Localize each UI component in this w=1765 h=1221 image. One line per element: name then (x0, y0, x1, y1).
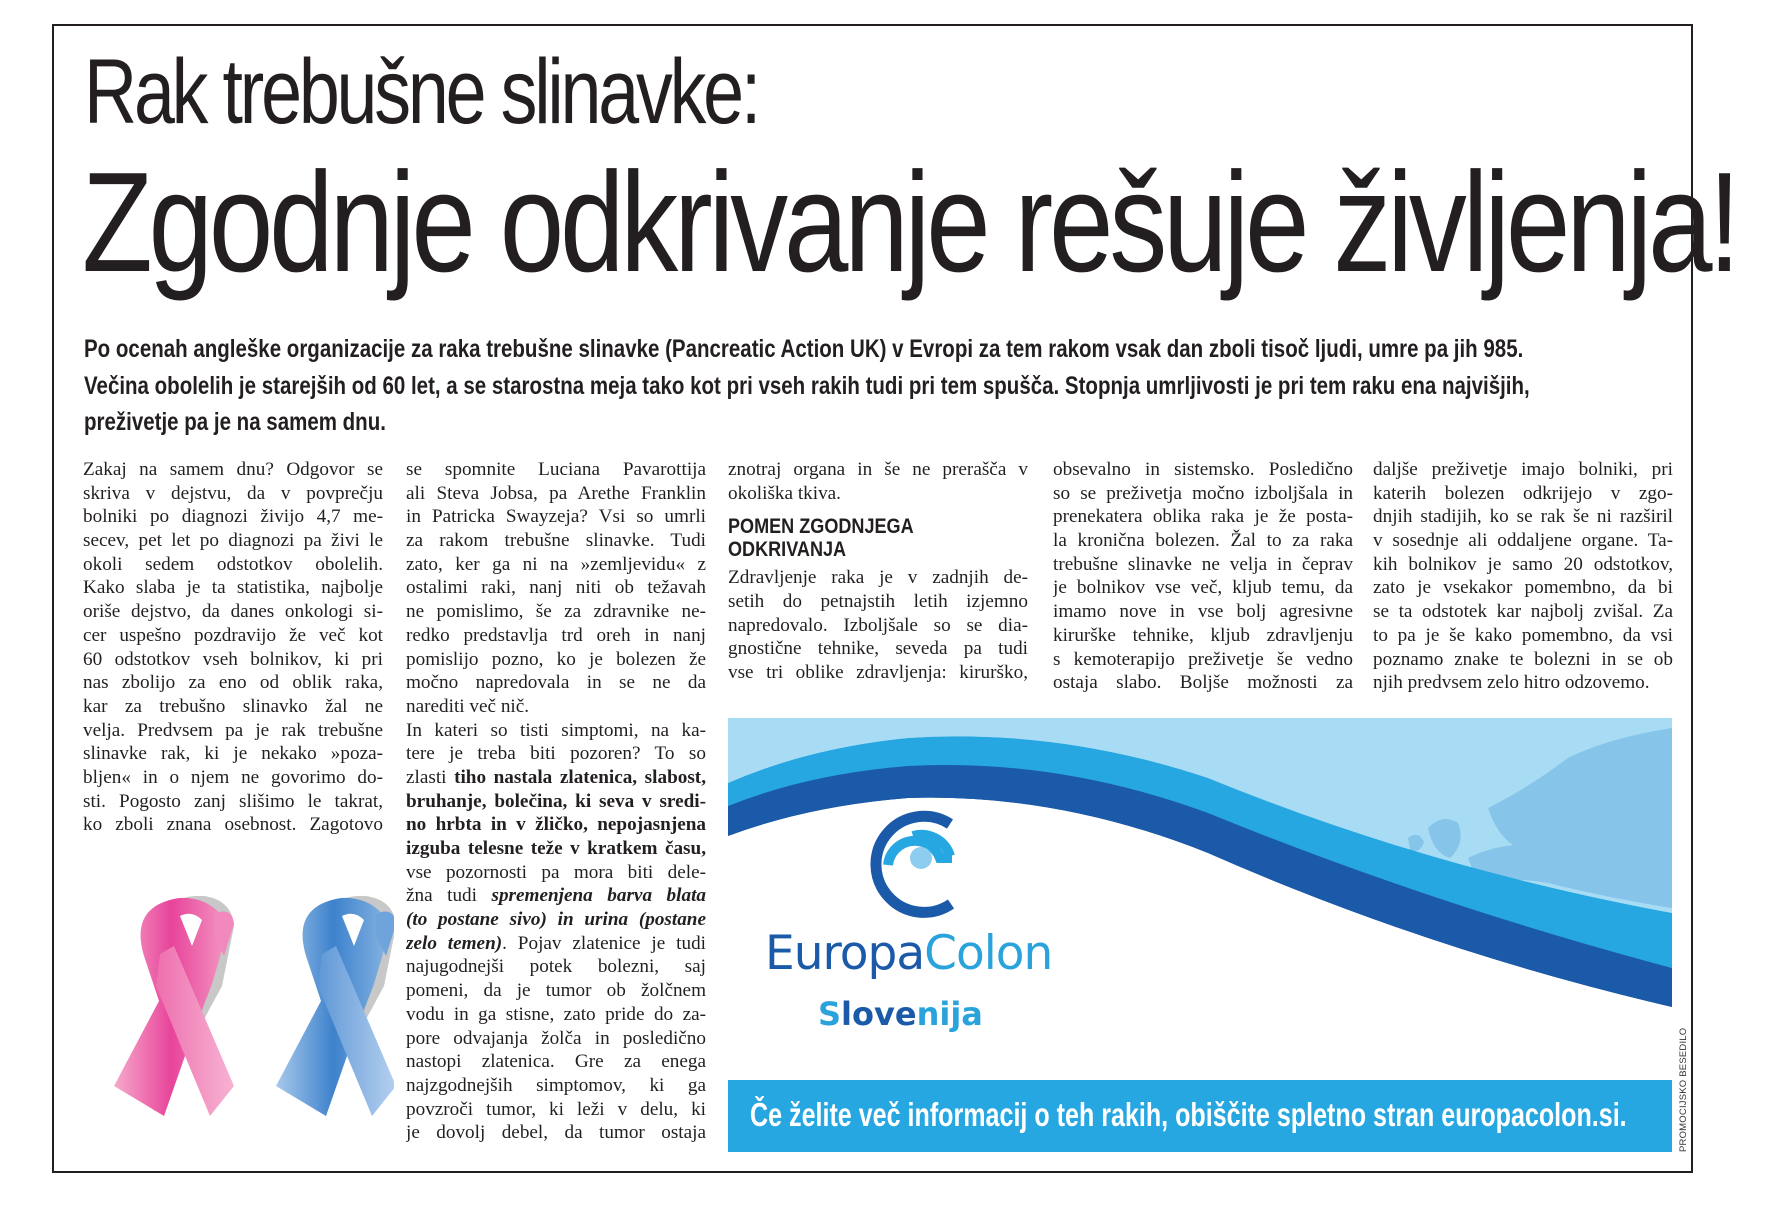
text-line: v sosednje ali oddaljene organe. Ta- (1373, 530, 1673, 552)
lead-line: Večina obolelih je starejših od 60 let, a se starostna meja tako kot pri vseh rakih tudi pri tem spušča. Stopnja umrljivosti je pri tem raku ena najvišjih, (84, 371, 1530, 400)
text-line: okoliška tkiva. (728, 482, 841, 504)
text-line: katerih bolezen odkrijejo v zgo- (1373, 482, 1673, 504)
text-line: bljen« in o njem ne govorimo do- (83, 766, 383, 788)
text-line: trebušne slinavke ne velja in čeprav (1053, 553, 1353, 575)
text-line: zelo temen). Pojav zlatenice je tudi (406, 932, 706, 954)
text-line: setih do petnajstih letih izjemno (728, 591, 1028, 613)
text-line: nastopi zlatenica. Gre za enega (406, 1051, 706, 1073)
article-kicker: Rak trebušne slinavke: (84, 41, 759, 143)
column-5 (1373, 458, 1673, 695)
text-line: pomeni, da je tumor ob žolčnem (406, 980, 706, 1002)
text-line: imamo nove in vse bolj agresivne (1053, 601, 1353, 623)
text-line: gnostične tehnike, seveda pa tudi (728, 638, 1028, 660)
text-line: ostaja slabo. Boljše možnosti za (1053, 672, 1353, 694)
text-line: sti. Pogosto zanj slišimo le takrat, (83, 790, 383, 812)
text-line: se spomnite Luciana Pavarottija (406, 459, 706, 480)
text-line: kirurške tehnike, kljub zdravljenju (1053, 624, 1353, 646)
text-line: la kronična bolezen. Žal to za raka (1053, 530, 1353, 552)
text-line: to pa je še kako pomembno, da vsi (1373, 624, 1673, 646)
text-line: žna tudi spremenjena barva blata (406, 885, 706, 907)
article-headline: Zgodnje odkrivanje rešuje življenja! (82, 143, 1737, 302)
text-line: napredovalo. Izboljšale so se dia- (728, 614, 1028, 636)
text-line: je bolnikov vse več, kljub temu, da (1053, 577, 1353, 599)
text-line: oriše dejstvo, da danes onkologi si- (83, 601, 383, 623)
text-line: vodu in ga stisne, zato pride do za- (406, 1003, 706, 1025)
text-line: s kemoterapijo preživetje še vedno (1053, 648, 1353, 670)
logo-country: Slovenija (818, 995, 983, 1033)
text-line: Kako slaba je ta statistika, najbolje (83, 577, 383, 599)
text-line: dnjih stadijih, ko se rak še ni razširil (1373, 506, 1673, 528)
column-4 (1053, 458, 1353, 695)
text-line: znotraj organa in še ne prerašča v (728, 459, 1028, 480)
text-line: (to postane sivo) in urina (postane (406, 909, 706, 931)
text-line: in Patricka Swayzeja? Vsi so umrli (406, 506, 706, 528)
cta-text[interactable]: Če želite več informacij o teh rakih, obiščite spletno stran europacolon.si. (750, 1096, 1627, 1133)
text-line: kar za trebušno slinavko žal ne (83, 695, 383, 717)
text-line: njih predvsem zelo hitro odzovemo. (1373, 672, 1650, 694)
text-line: bruhanje, bolečina, ki seva v sredi- (406, 790, 706, 812)
europacolon-logo-icon (876, 816, 952, 912)
lead-line: preživetje pa je na samem dnu. (84, 408, 386, 436)
europacolon-advert (728, 718, 1672, 1152)
text-line: vse pozornosti pa mora biti dele- (406, 861, 706, 883)
text-line: so se preživetja močno izboljšala in (1053, 482, 1353, 504)
text-line: ne pomislimo, še za zdravnike ne- (406, 601, 706, 623)
text-line: kih bolnikov je samo 20 odstotkov, (1373, 553, 1673, 575)
text-line: obsevalno in sistemsko. Posledično (1053, 459, 1353, 480)
text-line: najzgodnejših simptomov, ki ga (406, 1074, 706, 1096)
text-line: Zdravljenje raka je v zadnjih de- (728, 567, 1028, 589)
text-line: izguba telesne teže v kratkem času, (406, 838, 706, 859)
text-line: ostalimi raki, nanj niti ob težavah (406, 577, 706, 599)
text-line: skriva v dejstvu, da v povprečju (83, 482, 383, 504)
text-line: no hrbta in v žličko, nepojasnjena (406, 814, 706, 836)
text-line: nas zbolijo za eno od oblik raka, (83, 672, 383, 694)
text-line: cer uspešno pozdravijo že več kot (83, 624, 383, 646)
promo-label: PROMOCIJSKO BESEDILO (1678, 1027, 1689, 1152)
text-line: redko predstavlja trd oreh in nanj (406, 624, 706, 646)
text-line: tere je treba biti pozoren? To so (406, 743, 706, 765)
text-line: zato, ker ga ni na »zemljevidu« z (406, 553, 706, 575)
lead-line: Po ocenah angleške organizacije za raka trebušne slinavke (Pancreatic Action UK) v Evropi za tem rakom vsak dan zboli tisoč ljudi, umre pa jih 985. (84, 335, 1524, 363)
text-line: povzroči tumor, ki leži v delu, ki (406, 1098, 706, 1120)
text-line: ko zboli znana osebnost. Zagotovo (83, 814, 383, 836)
blue-awareness-ribbon-icon (276, 896, 394, 1116)
text-line: daljše preživetje imajo bolniki, pri (1373, 459, 1673, 480)
text-line: je dovolj debel, da tumor ostaja (406, 1122, 706, 1144)
column-2 (406, 458, 706, 1145)
text-line: vse tri oblike zdravljenja: kirurško, (728, 662, 1028, 684)
text-line: se ta odstotek kar najbolj zvišal. Za (1373, 601, 1673, 623)
text-line: velja. Predvsem pa je rak trebušne (83, 719, 383, 741)
text-line: narediti več nič. (406, 695, 530, 717)
column-1 (83, 458, 383, 837)
column-3 (728, 458, 1028, 685)
text-line: zato je vsekakor pomembno, da bi (1373, 577, 1673, 599)
logo-wordmark: EuropaColon (765, 926, 1053, 981)
text-line: pomislijo pozno, ko je bolezen že (406, 648, 706, 670)
text-line: secev, pet let po diagnozi pa živi le (83, 530, 383, 552)
text-line: bolniki po diagnozi živijo 4,7 me- (83, 506, 383, 528)
text-line: pore odvajanja žolča in posledično (406, 1027, 706, 1049)
text-line: In kateri so tisti simptomi, na ka- (406, 719, 706, 741)
awareness-ribbons (84, 876, 394, 1154)
cta-banner[interactable] (728, 1080, 1672, 1152)
text-line: zlasti tiho nastala zlatenica, slabost, (406, 766, 706, 788)
text-line: najugodnejši potek bolezni, saj (406, 956, 706, 978)
pink-awareness-ribbon-icon (114, 896, 234, 1116)
text-line: slinavke rak, ki je nekako »poza- (83, 743, 383, 765)
text-line: poznamo znake te bolezni in se ob (1373, 648, 1673, 670)
text-line: Zakaj na samem dnu? Odgovor se (83, 459, 383, 480)
text-line: močno napredovala in se ne da (406, 672, 706, 694)
text-line: prenekatera oblika raka je že posta- (1053, 506, 1353, 528)
text-line: okoli sedem odstotkov obolelih. (83, 553, 383, 575)
text-line: ali Steva Jobsa, pa Arethe Franklin (406, 482, 706, 504)
article-lead (84, 331, 1683, 441)
text-line: za rakom trebušne slinavke. Tudi (406, 530, 706, 552)
section-subheading: POMEN ZGODNJEGA ODKRIVANJA (728, 515, 914, 562)
text-line: 60 odstotkov vseh bolnikov, ki pri (83, 648, 383, 670)
